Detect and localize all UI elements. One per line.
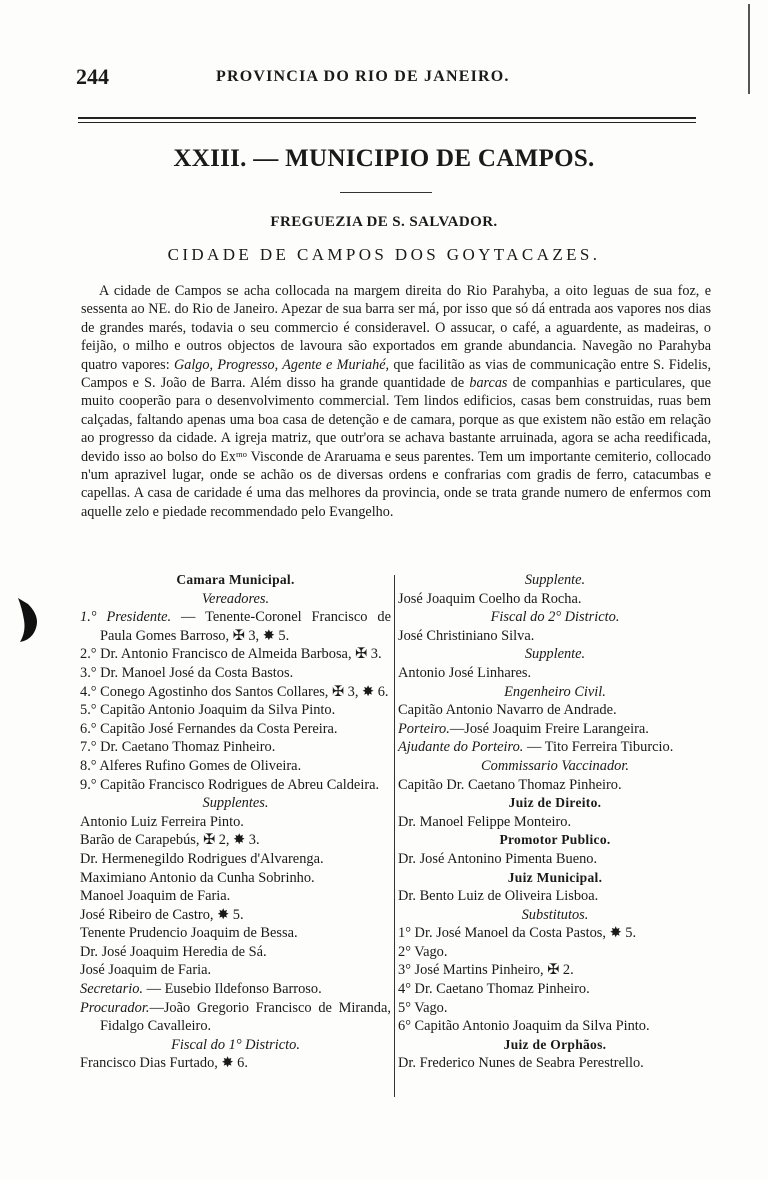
text-run: A cidade de Campos se acha collocada na margem direita do Rio Parahyba, a oito leguas de sua foz, e sessenta ao NE. do Rio de Janeiro. Apezar de sua barra ser má, por isso que só dá entrada aos vapores nos dias de grandes marés, todavia o seu commercio é consideravel. O assucar, o café, a aguardente, as madeiras, o feijão, o milho e outros objectos de lavoura são exportados em grande abundancia. Navegão no Parahyba quatro vapores: [81,283,711,373]
parish-title: FREGUEZIA DE S. SALVADOR. [270,214,498,230]
officials-listing [80,571,712,1101]
list-item: 3.° Dr. Manoel José da Costa Bastos. [80,664,294,681]
list-item: José Joaquim Coelho da Rocha. [398,590,582,607]
substitutos-heading: Substitutos. [521,906,589,923]
list-item: Antonio Luiz Ferreira Pinto. [80,813,244,830]
entry-text: — Tenente-Coronel Francisco de Paula Gomes Barroso, ✠ 3, ✸ 5. [100,609,391,644]
list-item: 1° Dr. José Manoel da Costa Pastos, ✸ 5. [398,925,637,942]
role-label: Ajudante do Porteiro. [398,739,524,756]
list-item: Barão de Carapebús, ✠ 2, ✸ 3. [80,832,260,849]
text-run: de companhias e particulares, que muito cooperão para o desenvolvimento commercial. Tem lindos edificios, casas bem construidas, ruas bem calçadas, faltando apenas uma boa casa de detenção e de camara, porque as que existem não estão em relação ao progresso da cidade. A igreja matriz, que outr'ora se achava bastante arruinada, agora se acha reedificada, devido isso ao bolso do Exᵐᵒ Visconde de Araruama e seus parentes. Tem um importante cemiterio, collocado n'um aprazivel lugar, onde se achão os de diversas ordens e confrarias com gradis de ferro, catacumbas e capellas. A casa de caridade é uma das melhores da provincia, onde se trata grande numero de enfermos com aquelle zelo e piedade recommendado pelo Evangelho. [81,375,711,520]
entry-text: — Eusebio Ildefonso Barroso. [143,981,322,998]
list-item: Antonio José Linhares. [398,664,532,681]
camara-heading: Camara Municipal. [176,572,295,587]
list-item: Dr. Manoel Felippe Monteiro. [398,813,572,830]
list-item: Dr. Hermenegildo Rodrigues d'Alvarenga. [80,850,324,867]
list-item: José Christiniano Silva. [398,627,535,644]
running-title: PROVINCIA DO RIO DE JANEIRO. [216,68,510,85]
commissario-heading: Commissario Vaccinador. [481,757,629,774]
barcas-word: barcas [469,375,508,392]
page-number: 244 [76,64,109,89]
left-column [80,571,391,1073]
city-description [81,282,711,521]
list-item [80,608,391,645]
margin-ink-blot-icon [14,594,44,644]
list-item: 7.° Dr. Caetano Thomaz Pinheiro. [80,739,276,756]
list-item: 4.° Conego Agostinho dos Santos Collares, ✠ 3, ✸ 6. [80,683,389,700]
list-item: Capitão Dr. Caetano Thomaz Pinheiro. [398,776,622,793]
juiz-municipal-heading: Juiz Municipal. [507,869,603,885]
entry-text: —José Joaquim Freire Larangeira. [449,720,649,737]
fiscal2-heading: Fiscal do 2° Districto. [490,609,620,626]
list-item: Maximiano Antonio da Cunha Sobrinho. [80,869,315,886]
list-item: 6.° Capitão José Fernandes da Costa Pereira. [80,720,338,737]
fiscal1-heading: Fiscal do 1° Districto. [171,1036,300,1053]
juiz-direito-heading: Juiz de Direito. [508,795,602,811]
list-item: Dr. José Joaquim Heredia de Sá. [80,943,267,960]
page-edge-mark [748,4,750,94]
role-label: Procurador. [80,999,150,1016]
entry-text: —João Gregorio Francisco de Miranda, Fidalgo Cavalleiro. [100,999,391,1035]
juiz-orphaos-heading: Juiz de Orphãos. [503,1036,607,1052]
list-item: 8.° Alferes Rufino Gomes de Oliveira. [80,757,302,774]
list-item: 2.° Dr. Antonio Francisco de Almeida Barbosa, ✠ 3. [80,646,382,663]
description-paragraph [81,282,711,521]
list-item: 5° Vago. [398,999,448,1016]
promotor-heading: Promotor Publico. [499,832,611,848]
role-label: 1.° Presidente. [80,609,172,626]
section-title: XXIII. — MUNICIPIO DE CAMPOS. [173,145,595,172]
list-item: Dr. José Antonino Pimenta Bueno. [398,850,598,867]
supplentes-heading: Supplentes. [202,795,269,812]
ship-names: Galgo, Progresso, Agente e Muriahé, [174,356,390,373]
city-title: CIDADE DE CAMPOS DOS GOYTACAZES. [167,245,601,264]
list-item: 3° José Martins Pinheiro, ✠ 2. [398,962,574,979]
list-item [80,980,391,999]
list-item: 5.° Capitão Antonio Joaquim da Silva Pinto. [80,702,336,719]
list-item: Manoel Joaquim de Faria. [80,888,231,905]
column-divider [394,575,395,1097]
list-item: José Ribeiro de Castro, ✸ 5. [80,906,244,923]
list-item: 2° Vago. [398,943,448,960]
list-item: 9.° Capitão Francisco Rodrigues de Abreu Caldeira. [80,776,380,793]
list-item: Dr. Bento Luiz de Oliveira Lisboa. [398,888,599,905]
entry-text: — Tito Ferreira Tiburcio. [523,739,674,756]
text-run: que facilitão as vias de communicação entre S. Fidelis, Campos e S. João de Barra. Além disso ha grande quantidade de [81,356,711,392]
list-item: 6° Capitão Antonio Joaquim da Silva Pinto. [398,1018,650,1035]
title-underline [340,192,432,193]
list-item: 4° Dr. Caetano Thomaz Pinheiro. [398,981,590,998]
list-item: Tenente Prudencio Joaquim de Bessa. [80,925,298,942]
supplente-heading: Supplente. [524,572,586,588]
list-item: José Joaquim de Faria. [80,962,212,979]
list-item [398,738,712,757]
right-column [398,571,712,1073]
list-item [80,999,391,1036]
list-item: Capitão Antonio Navarro de Andrade. [398,702,617,719]
role-label: Secretario. [80,981,144,998]
engenheiro-heading: Engenheiro Civil. [504,683,606,700]
list-item [398,720,712,739]
list-item: Francisco Dias Furtado, ✸ 6. [80,1055,248,1072]
vereadores-heading: Vereadores. [201,590,270,607]
list-item: Dr. Frederico Nunes de Seabra Perestrello. [398,1055,644,1072]
role-label: Porteiro. [398,720,450,737]
header-double-rule [78,117,696,123]
supplente-heading: Supplente. [524,646,586,663]
